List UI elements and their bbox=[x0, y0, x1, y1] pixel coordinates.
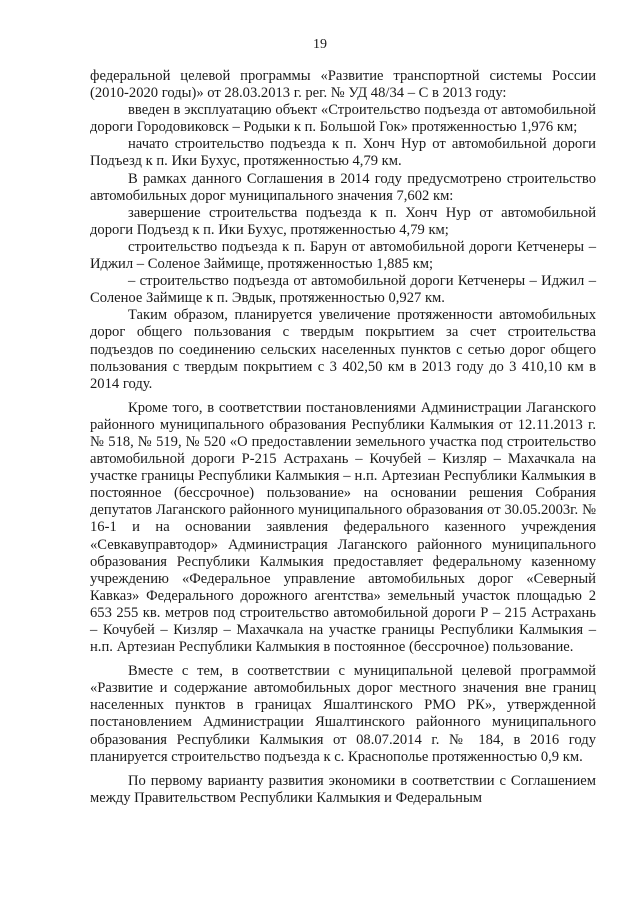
paragraph-agreement-2014: В рамках данного Соглашения в 2014 году предусмотрено строительство автомобильных дорог муниципального значения 7,602 км: bbox=[90, 170, 596, 204]
paragraph-program-reference: федеральной целевой программы «Развитие транспортной системы России (2010-2020 годы)» от 28.03.2013 г. рег. № УД 48/34 – С в 2013 году: bbox=[90, 68, 596, 102]
paragraph-lagan-resolutions: Кроме того, в соответствии постановлениями Администрации Лаганского районного муниципального образования Республики Калмыкия от 12.11.2013 г. № 518, № 519, № 520 «О предоставлении земельного участка под строительство автомобильной дороги Р-215 Астрахань – Кочубей – Кизляр – Махачкала на участке границы Республики Калмыкия – н.п. Артезиан Республики Калмыкия в постоянное (бессрочное) пользование» на основании решения Собрания депутатов Лаганского районного муниципального образования от 30.05.2003г. № 16-1 и на основании заявления федерального казенного учреждения «Севкавуправтодор» Администрация Лаганского районного муниципального образования Республики Калмыкия предоставляет федеральному казенному учреждению «Федеральное управление автомобильных дорог «Северный Кавказ» Федерального дорожного агентства» земельный участок площадью 2 653 255 кв. метров под строительство автомобильной дороги Р – 215 Астрахань – Кочубей – Кизляр – Махачкала на участке границы Республики Калмыкия – н.п. Артезиан Республики Калмыкия в постоянное (бессрочное) пользование. bbox=[90, 399, 596, 656]
document-body bbox=[90, 68, 596, 807]
paragraph-commissioned-object: введен в эксплуатацию объект «Строительство подъезда от автомобильной дороги Городовиковск – Родыки к п. Большой Гок» протяженностью 1,976 км; bbox=[90, 102, 596, 136]
paragraph-construction-evdyk: – строительство подъезда от автомобильной дороги Кетченеры – Иджил – Соленое Займище к п. Эвдык, протяженностью 0,927 км. bbox=[90, 273, 596, 307]
page-number: 19 bbox=[313, 37, 327, 52]
paragraph-first-variant: По первому варианту развития экономики в соответствии с Соглашением между Правительством Республики Калмыкия и Федеральным bbox=[90, 772, 596, 806]
paragraph-yashalta-program: Вместе с тем, в соответствии с муниципальной целевой программой «Развитие и содержание автомобильных дорог местного значения вне границ населенных пунктов в границах Яшалтинского РМО РК», утвержденной постановлением Администрации Яшалтинского районного муниципального образования Республики Калмыкия от 08.07.2014 г. № 184, в 2016 году планируется строительство подъезда к с. Краснополье протяженностью 0,9 км. bbox=[90, 663, 596, 765]
paragraph-completion-honch-nur: завершение строительства подъезда к п. Хонч Нур от автомобильной дороги Подъезд к п. Ики Бухус, протяженностью 4,79 км; bbox=[90, 204, 596, 238]
paragraph-summary-length: Таким образом, планируется увеличение протяженности автомобильных дорог общего пользования с твердым покрытием за счет строительства подъездов по соединению сельских населенных пунктов с сетью дорог общего пользования с твердым покрытием с 3 402,50 км в 2013 году до 3 410,10 км в 2014 году. bbox=[90, 307, 596, 392]
paragraph-started-construction: начато строительство подъезда к п. Хонч Нур от автомобильной дороги Подъезд к п. Ики Бухус, протяженностью 4,79 км. bbox=[90, 136, 596, 170]
paragraph-construction-barun: строительство подъезда к п. Барун от автомобильной дороги Кетченеры – Иджил – Соленое Займище, протяженностью 1,885 км; bbox=[90, 238, 596, 273]
